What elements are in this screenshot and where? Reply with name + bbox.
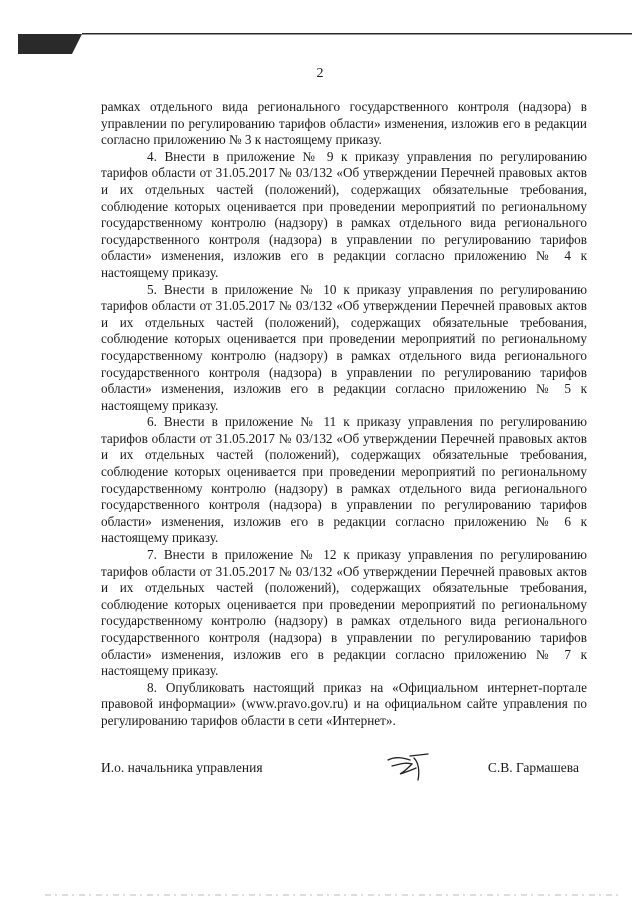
signature-block — [101, 760, 587, 790]
scan-bottom-edge — [45, 893, 620, 897]
signatory-title: И.о. начальника управления — [101, 760, 263, 775]
paragraph-4: 4. Внести в приложение № 9 к приказу управления по регулированию тарифов области от 31.05.2017 № 03/132 «Об утверждении Перечней правовых актов и их отдельных частей (положений), содержащих обязательные требования, соблюдение которых оценивается при проведении мероприятий по региональному государственному контролю (надзору) в рамках отдельного вида регионального государственного контроля (надзора) в управлении по регулированию тарифов области» изменения, изложив его в редакции согласно приложению № 4 к настоящему приказу. — [101, 148, 587, 280]
paragraph-8: 8. Опубликовать настоящий приказ на «Официальном интернет-портале правовой информации» (www.pravo.gov.ru) и на официальном сайте управления по регулированию тарифов области в сети «Интернет». — [101, 679, 587, 728]
paragraph-3-continuation: рамках отдельного вида регионального государственного контроля (надзора) в управлении по регулированию тарифов области» изменения, изложив его в редакции согласно приложению № 3 к настоящему приказу. — [101, 99, 587, 148]
page-number: 2 — [316, 66, 324, 81]
document-body — [101, 99, 587, 730]
paragraph-7: 7. Внести в приложение № 12 к приказу управления по регулированию тарифов области от 31.05.2017 № 03/132 «Об утверждении Перечней правовых актов и их отдельных частей (положений), содержащих обязательные требования, соблюдение которых оценивается при проведении мероприятий по региональному государственному контролю (надзору) в рамках отдельного вида регионального государственного контроля (надзора) в управлении по регулированию тарифов области» изменения, изложив его в редакции согласно приложению № 7 к настоящему приказу. — [101, 547, 587, 679]
paragraph-6: 6. Внести в приложение № 11 к приказу управления по регулированию тарифов области от 31.05.2017 № 03/132 «Об утверждении Перечней правовых актов и их отдельных частей (положений), содержащих обязательные требования, соблюдение которых оценивается при проведении мероприятий по региональному государственному контролю (надзору) в рамках отдельного вида регионального государственного контроля (надзора) в управлении по регулированию тарифов области» изменения, изложив его в редакции согласно приложению № 6 к настоящему приказу. — [101, 414, 587, 546]
signatory-name: С.В. Гармашева — [487, 760, 579, 775]
handwritten-signature — [384, 750, 432, 784]
scan-corner-mark — [0, 30, 640, 58]
paragraph-5: 5. Внести в приложение № 10 к приказу управления по регулированию тарифов области от 31.05.2017 № 03/132 «Об утверждении Перечней правовых актов и их отдельных частей (положений), содержащих обязательные требования, соблюдение которых оценивается при проведении мероприятий по региональному государственному контролю (надзору) в рамках отдельного вида регионального государственного контроля (надзора) в управлении по регулированию тарифов области» изменения, изложив его в редакции согласно приложению № 5 к настоящему приказу. — [101, 281, 587, 413]
